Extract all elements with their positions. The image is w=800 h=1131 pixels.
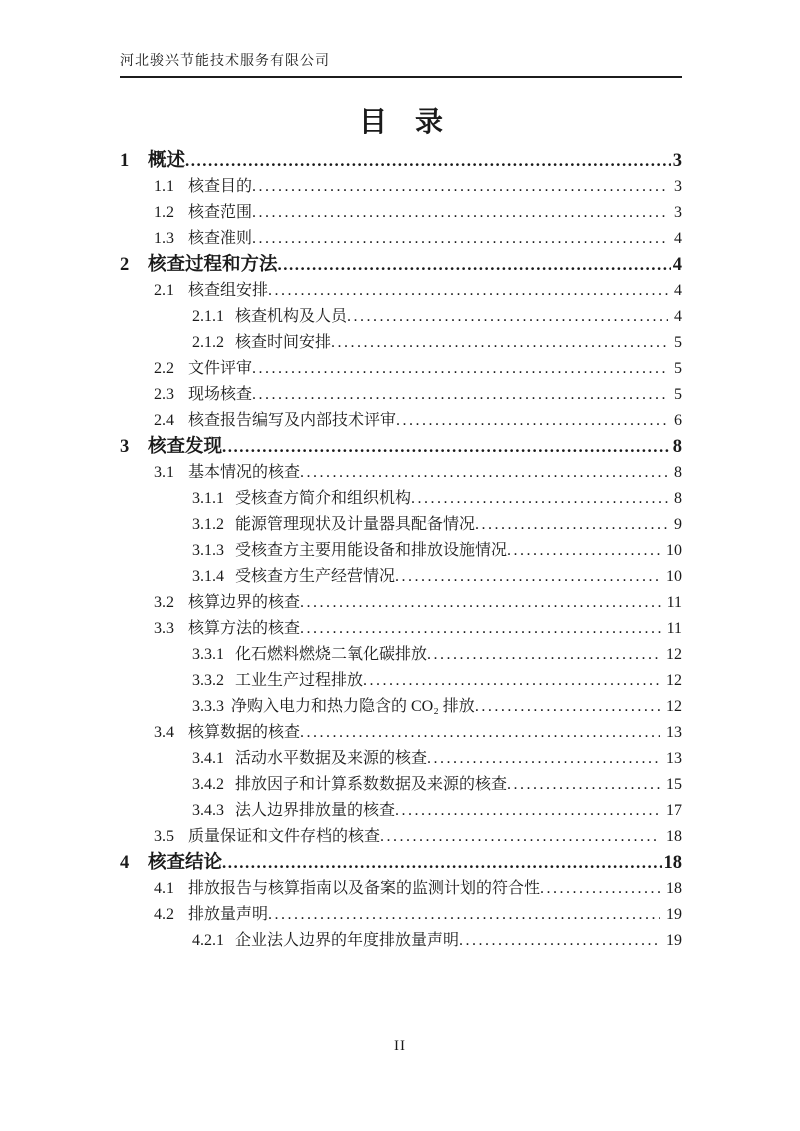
toc-entry-number: 3.1.1	[192, 490, 224, 507]
toc-dot-leader	[278, 252, 671, 278]
toc-entry-label: 核查结论	[148, 853, 223, 873]
toc-entry-label: 核查过程和方法	[148, 255, 278, 275]
toc-entry-page: 5	[674, 334, 682, 351]
toc-entry[interactable]	[120, 876, 682, 902]
toc-entry-page: 5	[674, 386, 682, 403]
toc-entry[interactable]	[120, 720, 682, 746]
toc-entry-page: 18	[666, 828, 682, 845]
toc-entry-page: 9	[674, 516, 682, 533]
toc-entry[interactable]	[120, 408, 682, 434]
toc-entry[interactable]	[120, 460, 682, 486]
toc-entry[interactable]	[120, 330, 682, 356]
toc-dot-leader	[459, 928, 660, 954]
toc-entry[interactable]	[120, 278, 682, 304]
toc-dot-leader	[475, 512, 668, 538]
toc-dot-leader	[300, 616, 661, 642]
toc-dot-leader	[395, 564, 660, 590]
toc-entry-number: 2.3	[154, 386, 174, 403]
toc-dot-leader	[427, 642, 660, 668]
toc-entry-label: 核算方法的核查	[188, 620, 301, 637]
toc-entry-number: 2.1.1	[192, 308, 224, 325]
toc-entry-label: 核查报告编写及内部技术评审	[188, 412, 397, 429]
toc-entry-label: 受核查方主要用能设备和排放设施情况	[235, 542, 508, 559]
toc-dot-leader	[395, 798, 660, 824]
toc-entry[interactable]	[120, 590, 682, 616]
toc-dot-leader	[185, 148, 671, 174]
toc-dot-leader	[347, 304, 668, 330]
toc-entry-number: 4.1	[154, 880, 174, 897]
toc-entry-page: 4	[674, 230, 682, 247]
toc-entry-label: 基本情况的核查	[188, 464, 301, 481]
toc-dot-leader	[252, 200, 668, 226]
toc-dot-leader	[507, 538, 660, 564]
toc-entry-page: 4	[674, 282, 682, 299]
toc-dot-leader	[427, 746, 660, 772]
toc-entry-label: 核查准则	[188, 230, 253, 247]
toc-entry-number: 3.1.4	[192, 568, 224, 585]
toc-entry-page: 11	[666, 594, 682, 611]
toc-entry-number: 4	[120, 853, 130, 873]
toc-dot-leader	[222, 434, 671, 460]
toc-entry-page: 18	[663, 853, 682, 873]
toc-entry-page: 10	[666, 542, 682, 559]
toc-entry-number: 1	[120, 151, 130, 171]
toc-entry-page: 19	[666, 932, 682, 949]
toc-dot-leader	[268, 278, 668, 304]
toc-entry[interactable]	[120, 798, 682, 824]
toc-entry-page: 3	[672, 151, 682, 171]
toc-entry[interactable]	[120, 642, 682, 668]
toc-entry-page: 3	[674, 178, 682, 195]
toc-entry[interactable]	[120, 928, 682, 954]
toc-entry-number: 3.1.2	[192, 516, 224, 533]
toc-dot-leader	[396, 408, 668, 434]
toc-entry[interactable]	[120, 200, 682, 226]
toc-entry[interactable]	[120, 772, 682, 798]
toc-entry-page: 8	[674, 464, 682, 481]
toc-entry-page: 17	[666, 802, 682, 819]
toc-entry[interactable]	[120, 902, 682, 928]
toc-entry-page: 8	[672, 437, 682, 457]
toc-dot-leader	[300, 720, 660, 746]
toc-entry-label: 核查时间安排	[235, 334, 332, 351]
toc-entry[interactable]	[120, 616, 682, 642]
toc-entry[interactable]	[120, 668, 682, 694]
toc-entry-page: 12	[666, 646, 682, 663]
toc-entry-number: 3.5	[154, 828, 174, 845]
toc-entry-label: 核查目的	[188, 178, 253, 195]
toc-entry-number: 4.2.1	[192, 932, 224, 949]
toc-entry[interactable]	[120, 746, 682, 772]
toc-entry-label: 核查机构及人员	[235, 308, 348, 325]
toc-entry-number: 3.2	[154, 594, 174, 611]
toc-entry-number: 2	[120, 255, 130, 275]
toc-entry[interactable]	[120, 434, 682, 460]
toc-entry[interactable]	[120, 304, 682, 330]
toc-entry-page: 3	[674, 204, 682, 221]
toc-entry-number: 2.4	[154, 412, 174, 429]
toc-dot-leader	[222, 850, 661, 876]
company-name: 河北骏兴节能技术服务有限公司	[120, 54, 330, 69]
toc-entry-label: 化石燃料燃烧二氧化碳排放	[235, 646, 428, 663]
toc-entry-number: 1.1	[154, 178, 174, 195]
toc-entry[interactable]	[120, 356, 682, 382]
toc-entry[interactable]	[120, 486, 682, 512]
toc-entry-label: 活动水平数据及来源的核查	[235, 750, 428, 767]
toc-entry-page: 4	[672, 255, 682, 275]
toc-entry-number: 3.4.1	[192, 750, 224, 767]
toc-entry-label: 概述	[148, 151, 186, 171]
toc-dot-leader	[268, 902, 660, 928]
toc-entry-number: 4.2	[154, 906, 174, 923]
toc-entry-label: 排放报告与核算指南以及备案的监测计划的符合性	[188, 880, 541, 897]
toc-entry-number: 1.3	[154, 230, 174, 247]
toc-entry-label: 净购入电力和热力隐含的 CO₂ 排放	[231, 698, 475, 715]
toc-entry[interactable]	[120, 850, 682, 876]
toc-dot-leader	[252, 174, 668, 200]
toc-entry-page: 8	[674, 490, 682, 507]
toc-entry[interactable]	[120, 226, 682, 252]
toc-entry-label: 受核查方简介和组织机构	[235, 490, 412, 507]
toc-entry-label: 排放量声明	[188, 906, 269, 923]
toc-entry-label: 核算数据的核查	[188, 724, 301, 741]
toc-entry-number: 2.1	[154, 282, 174, 299]
toc-dot-leader	[540, 876, 660, 902]
toc-dot-leader	[252, 356, 668, 382]
toc-entry-number: 3.3.1	[192, 646, 224, 663]
toc-entry-label: 核查范围	[188, 204, 253, 221]
toc-entry-page: 13	[666, 750, 682, 767]
toc-entry-number: 2.1.2	[192, 334, 224, 351]
toc-entry-number: 3	[120, 437, 130, 457]
toc-entry-page: 11	[666, 620, 682, 637]
toc-entry-page: 18	[666, 880, 682, 897]
toc-entry-label: 现场核查	[188, 386, 253, 403]
toc-entry-number: 1.2	[154, 204, 174, 221]
toc-entry-number: 3.3.2	[192, 672, 224, 689]
toc-title: 目 录	[358, 107, 443, 138]
toc-entry-label: 核查发现	[148, 437, 223, 457]
toc-dot-leader	[300, 460, 668, 486]
toc-entry[interactable]	[120, 512, 682, 538]
toc-entry[interactable]	[120, 564, 682, 590]
toc-entry-label: 企业法人边界的年度排放量声明	[235, 932, 460, 949]
toc-entry-label: 能源管理现状及计量器具配备情况	[235, 516, 476, 533]
toc-entry[interactable]	[120, 824, 682, 850]
toc-dot-leader	[331, 330, 668, 356]
footer-page-number: II	[394, 1038, 406, 1054]
toc-entry-page: 12	[666, 672, 682, 689]
toc-dot-leader	[411, 486, 668, 512]
toc-entry[interactable]	[120, 252, 682, 278]
toc-entry[interactable]	[120, 148, 682, 174]
toc-entry-page: 19	[666, 906, 682, 923]
toc-entry-page: 15	[666, 776, 682, 793]
toc-dot-leader	[475, 694, 660, 720]
toc-entry-label: 排放因子和计算系数数据及来源的核查	[235, 776, 508, 793]
toc-entry-page: 6	[674, 412, 682, 429]
toc-entry-page: 5	[674, 360, 682, 377]
toc-entry-page: 13	[666, 724, 682, 741]
toc-entry-label: 质量保证和文件存档的核查	[188, 828, 381, 845]
toc-entry-label: 文件评审	[188, 360, 253, 377]
toc-entry-label: 核算边界的核查	[188, 594, 301, 611]
toc-entry[interactable]	[120, 694, 682, 720]
page-header	[120, 50, 682, 78]
toc-entry-number: 3.1.3	[192, 542, 224, 559]
toc-entry-number: 3.4.2	[192, 776, 224, 793]
toc-entry-page: 4	[674, 308, 682, 325]
toc-dot-leader	[252, 382, 668, 408]
toc-entry-label: 法人边界排放量的核查	[235, 802, 396, 819]
toc-entry[interactable]	[120, 538, 682, 564]
toc-entry-number: 3.4	[154, 724, 174, 741]
toc-entry-page: 12	[666, 698, 682, 715]
toc-entry-page: 10	[666, 568, 682, 585]
page-footer	[0, 1038, 800, 1055]
toc-entry-label: 核查组安排	[188, 282, 269, 299]
toc-entry[interactable]	[120, 382, 682, 408]
toc-entry-number: 2.2	[154, 360, 174, 377]
toc-dot-leader	[300, 590, 661, 616]
toc-dot-leader	[363, 668, 660, 694]
toc-list	[120, 148, 682, 954]
toc-entry-number: 3.4.3	[192, 802, 224, 819]
toc-entry-number: 3.3	[154, 620, 174, 637]
toc-entry[interactable]	[120, 174, 682, 200]
toc-entry-label: 工业生产过程排放	[235, 672, 364, 689]
toc-entry-number: 3.3.3	[192, 698, 224, 715]
toc-dot-leader	[507, 772, 660, 798]
toc-entry-number: 3.1	[154, 464, 174, 481]
toc-dot-leader	[380, 824, 660, 850]
toc-dot-leader	[252, 226, 668, 252]
toc-entry-label: 受核查方生产经营情况	[235, 568, 396, 585]
